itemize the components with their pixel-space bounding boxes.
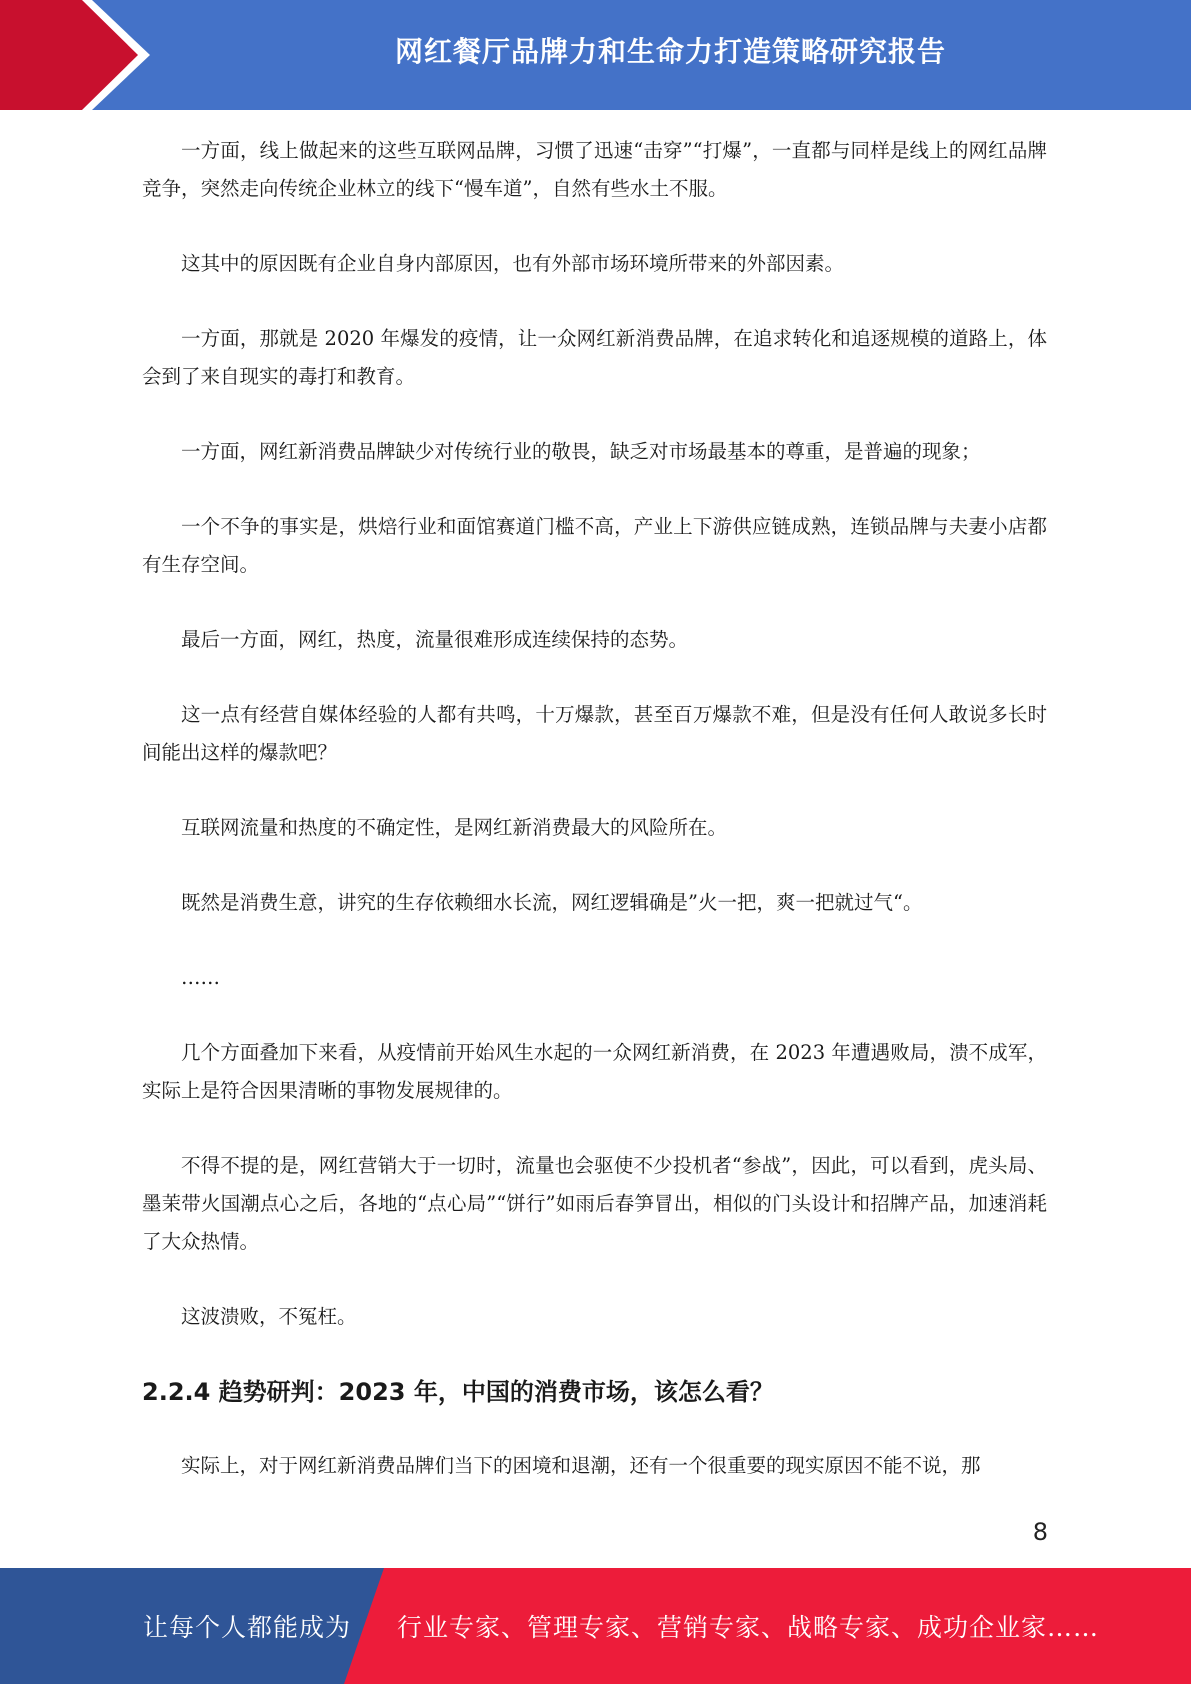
- body-paragraph: 几个方面叠加下来看，从疫情前开始风生水起的一众网红新消费，在 2023 年遭遇败局，溃不成军，实际上是符合因果清晰的事物发展规律的。: [142, 1041, 1047, 1102]
- body-paragraph: 不得不提的是，网红营销大于一切时，流量也会驱使不少投机者“参战”，因此，可以看到，虎头局、墨茉带火国潮点心之后，各地的“点心局”“饼行”如雨后春笋冒出，相似的门头设计和招牌产品，加速消耗了大众热情。: [142, 1154, 1047, 1253]
- body-paragraph: 一方面，线上做起来的这些互联网品牌，习惯了迅速“击穿”“打爆”，一直都与同样是线上的网红品牌竞争，突然走向传统企业林立的线下“慢车道”，自然有些水土不服。: [142, 139, 1047, 200]
- body-paragraph: 一方面，那就是 2020 年爆发的疫情，让一众网红新消费品牌，在追求转化和追逐规模的道路上，体会到了来自现实的毒打和教育。: [142, 327, 1047, 388]
- footer-slogan-left: 让每个人都能成为: [143, 1613, 352, 1642]
- chevron-decoration-icon: [0, 0, 160, 110]
- body-paragraph: 最后一方面，网红，热度，流量很难形成连续保持的态势。: [181, 628, 689, 651]
- body-paragraph: 一个不争的事实是，烘焙行业和面馆赛道门槛不高，产业上下游供应链成熟，连锁品牌与夫妻小店都有生存空间。: [142, 515, 1047, 576]
- body-paragraph: 这波溃败，不冤枉。: [181, 1305, 357, 1328]
- footer-slogan-right: 行业专家、管理专家、营销专家、战略专家、成功企业家……: [397, 1613, 1100, 1642]
- body-paragraph: 既然是消费生意，讲究的生存依赖细水长流，网红逻辑确是”火一把，爽一把就过气“。: [181, 891, 923, 914]
- report-title: 网红餐厅品牌力和生命力打造策略研究报告: [394, 35, 946, 68]
- ellipsis-paragraph: ……: [181, 966, 220, 989]
- section-heading: 2.2.4 趋势研判：2023 年，中国的消费市场，该怎么看？: [142, 1378, 774, 1406]
- body-paragraph: 实际上，对于网红新消费品牌们当下的困境和退潮，还有一个很重要的现实原因不能不说，那: [181, 1454, 981, 1477]
- body-paragraph: 这一点有经营自媒体经验的人都有共鸣，十万爆款，甚至百万爆款不难，但是没有任何人敢说多长时间能出这样的爆款吧？: [142, 703, 1047, 764]
- body-paragraph: 互联网流量和热度的不确定性，是网红新消费最大的风险所在。: [181, 816, 728, 839]
- document-body: [142, 132, 1047, 1522]
- page-number: 8: [1032, 1518, 1048, 1546]
- body-paragraph: 这其中的原因既有企业自身内部原因，也有外部市场环境所带来的外部因素。: [181, 252, 845, 275]
- page-header: [0, 0, 1191, 110]
- page-footer: [0, 1568, 1191, 1684]
- body-paragraph: 一方面，网红新消费品牌缺少对传统行业的敬畏，缺乏对市场最基本的尊重，是普遍的现象；: [181, 440, 981, 463]
- chevron-red-fill: [0, 0, 138, 110]
